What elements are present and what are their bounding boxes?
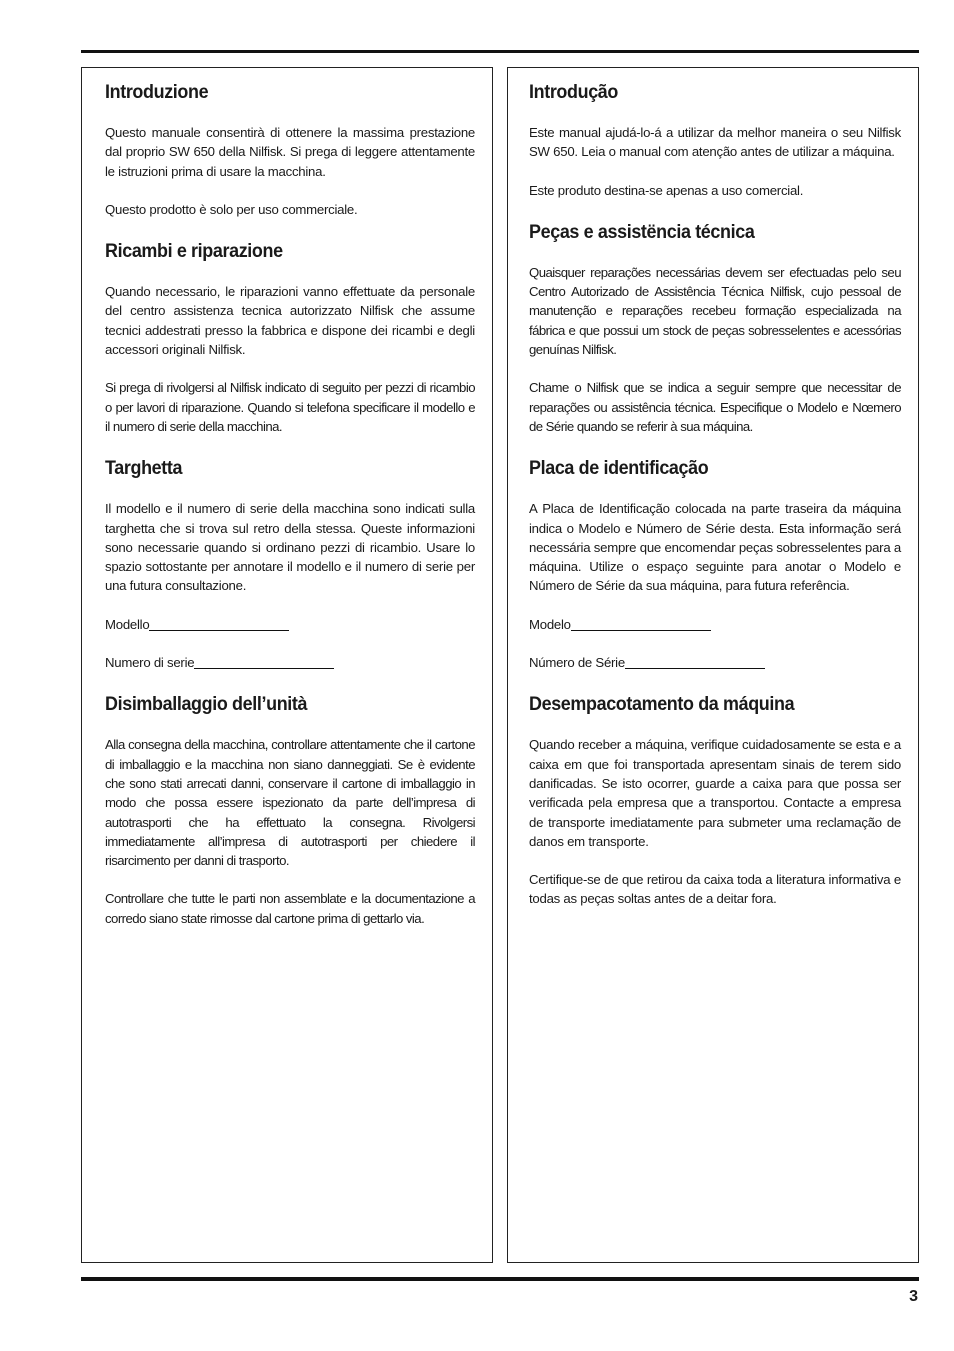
italian-column: [81, 67, 493, 1263]
section-heading: Peças e assistëncia técnica: [529, 220, 755, 243]
model-field: [105, 615, 475, 634]
serial-blank-line: [625, 668, 765, 669]
paragraph: Quaisquer reparações necessárias devem ser efectuadas pelo seu Centro Autorizado de Assistência Técnica Nilfisk, cujo pessoal de manutenção e reparações recebeu formação especializada na fábrica e que possui um stock de peças sobresselentes e acessórias genuínas Nilfisk.: [529, 264, 901, 358]
model-label: Modelo: [529, 616, 571, 632]
paragraph: Alla consegna della macchina, controllare attentamente che il cartone di imballaggio e la macchina non siano danneggiati. Se è evidente che sono stati arrecati danni, conservare il cartone di imballaggio in modo che possa essere ispezionato da parte dell’impresa di autotrasporti che ha effettuato la consegna. Rivolgersi immediatamente all’impresa di autotrasporti per chiedere il risarcimento per danni di trasporto.: [105, 737, 475, 869]
section-heading: Desempacotamento da máquina: [529, 693, 795, 716]
serial-field: [529, 653, 901, 672]
section-heading: Placa de identificação: [529, 457, 709, 480]
footer-rule: [81, 1277, 919, 1281]
model-field: [529, 615, 901, 634]
paragraph: A Placa de Identificação colocada na parte traseira da máquina indica o Modelo e Número de Série desta. Esta informação será necessária sempre que encomendar peças sobresselentes para a máquina. Utilize o espaço seguinte para anotar o Modelo e Número de Série da sua máquina, para futura referência.: [529, 501, 901, 594]
section-heading: Ricambi e riparazione: [105, 240, 283, 263]
section-heading: Introdução: [529, 81, 619, 103]
section-ricambi: [105, 239, 475, 436]
paragraph: Quando necessario, le riparazioni vanno effettuate da personale del centro assistenza tecnica autorizzato Nilfisk che assume tecnici addestrati presso la fabbrica e dispone dei ricambi e degli accessori originali Nilfisk.: [105, 284, 475, 358]
section-placa: [529, 456, 901, 672]
section-pecas: [529, 220, 901, 436]
paragraph: Questo manuale consentirà di ottenere la massima prestazione dal proprio SW 650 della Nilfisk. Si prega di leggere attentamente le istruzioni prima di usare la macchina.: [105, 125, 475, 179]
section-introducao: [529, 80, 901, 200]
section-introduzione: [105, 80, 475, 219]
paragraph: Quando receber a máquina, verifique cuidadosamente se esta e a caixa em que foi transportada apresentam sinais de terem sido danificadas. Se isto ocorrer, guarde a caixa para que possa ser verificada pela empresa que a transportou. Contacte a empresa de transporte imediatamente para submeter uma reclamação de danos em transporte.: [529, 737, 901, 849]
section-heading: Targhetta: [105, 457, 183, 480]
serial-label: Numero di serie: [105, 655, 195, 671]
model-blank-line: [149, 630, 289, 631]
paragraph: Este manual ajudá-lo-á a utilizar da melhor maneira o seu Nilfisk SW 650. Leia o manual com atenção antes de utilizar a máquina.: [529, 125, 901, 160]
portuguese-column: [507, 67, 919, 1263]
page-number: 3: [909, 1288, 918, 1305]
paragraph: Il modello e il numero di serie della macchina sono indicati sulla targhetta che si trova sul retro della stessa. Queste informazioni sono necessarie quando si ordinano pezzi di ricambio. Usare lo spazio sottostante per annotare il modello e il numero di serie per una futura consultazione.: [105, 501, 475, 594]
paragraph: Questo prodotto è solo per uso commerciale.: [105, 201, 358, 217]
section-heading: Introduzione: [105, 81, 209, 103]
paragraph: Este produto destina-se apenas a uso comercial.: [529, 182, 804, 198]
section-desempacotamento: [529, 692, 901, 908]
paragraph: Controllare che tutte le parti non assemblate e la documentazione a corredo siano state rimosse dal cartone prima di gettarlo via.: [105, 891, 475, 926]
paragraph: Si prega di rivolgersi al Nilfisk indicato di seguito per pezzi di ricambio o per lavori di riparazione. Quando si telefona specificare il modello e il numero di serie della macchina.: [105, 380, 475, 434]
paragraph: Chame o Nilfisk que se indica a seguir sempre que necessitar de reparações ou assistência técnica. Especifique o Modelo e Nœmero de Série quando se referir à sua máquina.: [529, 380, 901, 434]
section-heading: Disimballaggio dell’unità: [105, 693, 308, 716]
serial-field: [105, 653, 475, 672]
serial-label: Número de Série: [529, 655, 625, 671]
header-rule: [81, 50, 919, 53]
paragraph: Certifique-se de que retirou da caixa toda a literatura informativa e todas as peças soltas antes de a deitar fora.: [529, 872, 901, 907]
section-disimballaggio: [105, 692, 475, 928]
serial-blank-line: [194, 668, 334, 669]
section-targhetta: [105, 456, 475, 672]
model-blank-line: [571, 630, 711, 631]
model-label: Modello: [105, 616, 150, 632]
